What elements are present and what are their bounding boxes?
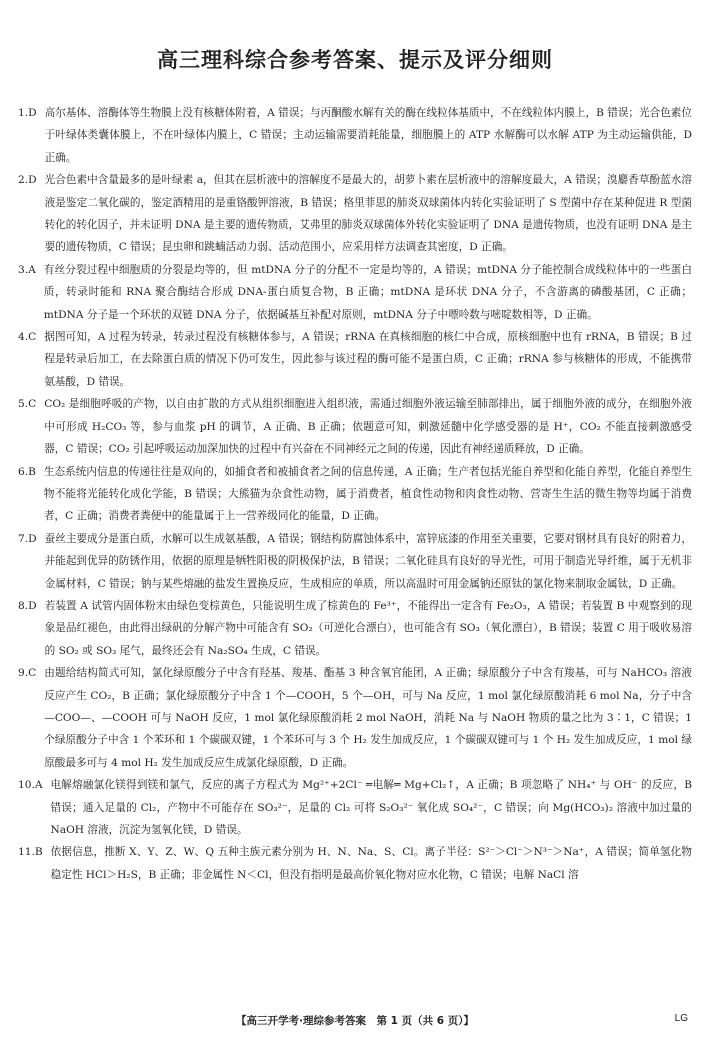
answer-number: 11.B [18, 846, 43, 859]
answer-number: 2.D [18, 174, 37, 187]
answer-number: 6.B [18, 465, 36, 478]
page-title: 高三理科综合参考答案、提示及评分细则 [157, 48, 553, 72]
answer-text: 若装置 A 试管内固体粉末由绿色变棕黄色，只能说明生成了棕黄色的 Fe³⁺，不能得出一定含有 Fe₂O₃，A 错误；若装置 B 中观察到的现象是品红褪色，由此得出绿矾的分解产物中可能含有 SO₂（可逆化合漂白），也可能含有 SO₃（氧化漂白），B 错误；装置 C 用于吸收易溶的 SO₂ 或 SO₃ 尾气，最终还会有 Na₂SO₄ 生成，C 错误。 [44, 599, 692, 657]
page-footer: 【高三开学考·理综参考答案 第 1 页（共 6 页）】 [236, 1015, 474, 1027]
answer-text: 据图可知，A 过程为转录，转录过程没有核糖体参与，A 错误；rRNA 在真核细胞的核仁中合成，原核细胞中也有 rRNA，B 错误；B 过程是转录后加工，在去除蛋白质的情况下仍可发生，因此参与该过程的酶可能不是蛋白质，C 正确；rRNA 参与核糖体的形成，不能携带氨基酸，D 错误。 [44, 331, 692, 388]
answer-number: 10.A [18, 779, 43, 792]
answer-text: CO₂ 是细胞呼吸的产物，以自由扩散的方式从组织细胞进入组织液，需通过细胞外液运输至肺部排出，属于细胞外液的成分，在细胞外液中可形成 H₂CO₃ 等，参与血浆 pH 的调节，A 正确、B 正确；依题意可知，刺激延髓中化学感受器的是 H⁺，CO₂ 不能直接刺激感受器，C 错误；CO₂ 引起呼吸运动加深加快的过程中有兴奋在不同神经元之间的传递，因此有神经递质释放，D 正确。 [44, 398, 692, 456]
answer-text: 由题给结构简式可知，氯化绿原酸分子中含有羟基、羧基、酯基 3 种含氧官能团，A 正确；绿原酸分子中含有羧基，可与 NaHCO₃ 溶液反应产生 CO₂，B 正确；氯化绿原酸分子中含 1 个—COOH，5 个—OH，可与 Na 反应，1 mol 氯化绿原酸消耗 6 mol Na，分子中含—COO—、—COOH 可与 NaOH 反应，1 mol 氯化绿原酸消耗 2 mol NaOH，消耗 Na 与 NaOH 物质的量之比为 3∶1，C 错误；1 个绿原酸分子中含 1 个苯环和 1 个碳碳双键，1 个苯环可与 3 个 H₂ 发生加成反应，1 个碳碳双键可与 1 个 H₂ 发生加成反应，1 mol 绿原酸最多可与 4 mol H₂ 发生加成反应生成氯化绿原酸，D 正确。 [44, 667, 692, 769]
answer-text: 高尔基体、溶酶体等生物膜上没有核糖体附着，A 错误；与丙酮酸水解有关的酶在线粒体基质中，不在线粒体内膜上，B 错误；光合色素位于叶绿体类囊体膜上，不在叶绿体内膜上，C 错误；主动运输需要消耗能量，细胞膜上的 ATP 水解酶可以水解 ATP 为主动运输供能，D 正确。 [44, 107, 692, 164]
answer-item-1 [18, 102, 692, 169]
answer-item-4 [18, 326, 692, 393]
answer-number: 3.A [18, 263, 36, 276]
answer-number: 7.D [18, 532, 37, 545]
answer-item-6 [18, 461, 692, 528]
answer-text: 依据信息，推断 X、Y、Z、W、Q 五种主族元素分别为 H、N、Na、S、Cl。离子半径：S²⁻＞Cl⁻＞N³⁻＞Na⁺，A 错误；简单氢化物稳定性 HCl＞H₂S，B 正确；非金属性 N＜Cl，但没有指明是最高价氧化物对应水化物，C 错误；电解 NaCl 溶 [50, 846, 692, 881]
answer-list [18, 102, 692, 886]
answer-text: 光合色素中含量最多的是叶绿素 a，但其在层析液中的溶解度不是最大的，胡萝卜素在层析液中的溶解度最大，A 错误；溴麝香草酚蓝水溶液是鉴定二氧化碳的，鉴定酒精用的是重铬酸钾溶液，B 错误；格里菲思的肺炎双球菌体内转化实验证明了 S 型菌中存在某种促进 R 型菌转化的转化因子，并未证明 DNA 是主要的遗传物质，艾弗里的肺炎双球菌体外转化实验证明了 DNA 是遗传物质，也没有证明 DNA 是主要的遗传物质，C 错误；昆虫卵和跳蝻活动力弱、活动范围小，应采用样方法调查其密度，D 正确。 [44, 174, 692, 254]
answer-item-8 [18, 595, 692, 662]
answer-item-10 [18, 774, 692, 841]
answer-item-3 [18, 259, 692, 326]
answer-number: 8.D [18, 599, 37, 612]
answer-item-2 [18, 169, 692, 259]
answer-item-11 [18, 841, 692, 886]
answer-number: 9.C [18, 667, 37, 680]
answer-number: 1.D [18, 107, 37, 119]
answer-text: 蚕丝主要成分是蛋白质，水解可以生成氨基酸，A 错误；钢结构防腐蚀体系中，富锌底漆的作用至关重要，它要对钢材具有良好的附着力，并能起到优异的防锈作用，依据的原理是牺牲阳极的阴极保护法，B 错误；二氧化硅具有良好的导光性，可用于制造光导纤维，属于无机非金属材料，C 错误；钠与某些熔融的盐发生置换反应，生成相应的单质，所以高温时可用金属钠还原钛的氯化物来制取金属钛，D 正确。 [44, 532, 692, 590]
answer-number: 5.C [18, 398, 37, 411]
answer-text: 生态系统内信息的传递往往是双向的，如捕食者和被捕食者之间的信息传递，A 正确；生产者包括光能自养型和化能自养型，化能自养型生物不能将光能转化成化学能，B 错误；大熊猫为杂食性动物，属于消费者，植食性动物和肉食性动物、营寄生生活的微生物等均属于消费者，C 正确；消费者粪便中的能量属于上一营养级同化的能量，D 正确。 [43, 465, 692, 523]
page-code: LG [674, 1013, 688, 1024]
answer-item-7 [18, 528, 692, 595]
answer-text: 电解熔融氯化镁得到镁和氯气，反应的离子方程式为 Mg²⁺+2Cl⁻ ═电解═ Mg+Cl₂↑，A 正确；B 项忽略了 NH₄⁺ 与 OH⁻ 的反应，B 错误；通入足量的 Cl₂，产物中不可能存在 SO₃²⁻，足量的 Cl₂ 可将 S₂O₃²⁻ 氧化成 SO₄²⁻，C 错误；向 Mg(HCO₃)₂ 溶液中加过量的 NaOH 溶液，沉淀为氢氧化镁，D 错误。 [50, 779, 692, 836]
answer-item-9 [18, 662, 692, 774]
answer-text: 有丝分裂过程中细胞质的分裂是均等的，但 mtDNA 分子的分配不一定是均等的，A 错误；mtDNA 分子能控制合成线粒体中的一些蛋白质，转录时能和 RNA 聚合酶结合形成 DNA-蛋白质复合物，B 正确；mtDNA 是环状 DNA 分子，不含游离的磷酸基团，C 正确；mtDNA 分子是一个环状的双链 DNA 分子，依据碱基互补配对原则，mtDNA 分子中嘌呤数与嘧啶数相等，D 正确。 [43, 263, 692, 321]
answer-item-5 [18, 393, 692, 460]
answer-number: 4.C [18, 331, 37, 344]
